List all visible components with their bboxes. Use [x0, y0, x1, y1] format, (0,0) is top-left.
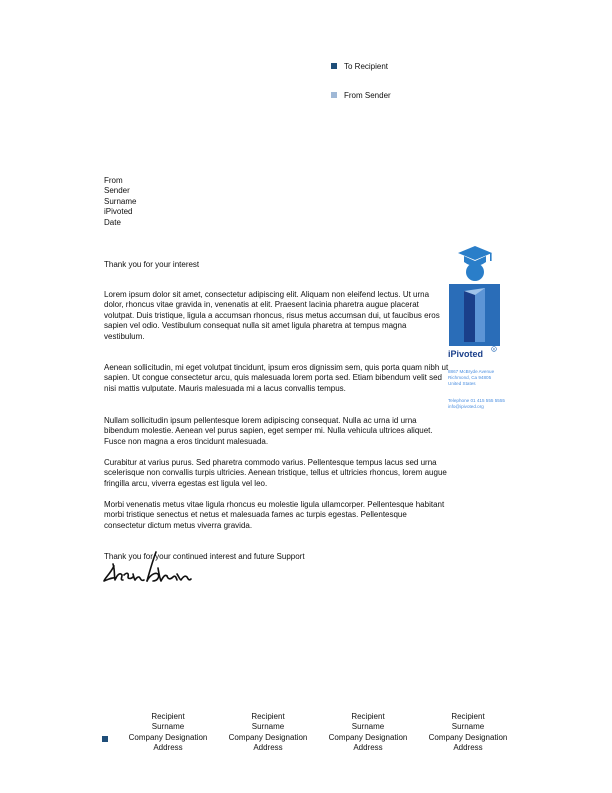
body-paragraph-4: Curabitur at varius purus. Sed pharetra commodo varius. Pellentesque tempus lacus sed urna scelerisque non convallis turpis ultricies. Aenean tristique, tellus et ultricies rhoncus, lorem augue fringilla arcu, viverra egestas est ligula vel leo. [104, 458, 447, 488]
recipient-address: Address [153, 743, 183, 753]
contact-address [448, 369, 558, 386]
sender-block [104, 176, 136, 228]
recipient-address: Address [253, 743, 283, 753]
recipient-name: Recipient [251, 712, 285, 721]
body-paragraph-1: Lorem ipsum dolor sit amet, consectetur adipiscing elit. Aliquam non eleifend lectus. Ut urna dolor, rhoncus vitae gravida in, venenatis at elit. Praesent lacinia pharetra augue placerat volutpat. Duis tristique, ligula a accumsan rhoncus, risus metus accumsan dui, ut faucibus eros sapien vel odio. Vestibulum consequat nulla sit amet ligula pharetra at tempus magna vestibulum. [104, 290, 440, 341]
recipient-surname: Surname [251, 722, 285, 732]
recipient-designation: Company Designation [428, 732, 508, 742]
email: info@ipivoted.org [448, 403, 484, 409]
legend-to-recipient-label: To Recipient [344, 62, 389, 71]
recipient-designation: Company Designation [128, 732, 208, 742]
ipivoted-logo [447, 244, 503, 362]
sender-company: iPivoted [104, 207, 133, 217]
logo-wordmark: iPivoted [448, 349, 484, 359]
legend-to-recipient [331, 62, 388, 72]
sender-surname: Surname [104, 196, 137, 206]
recipient-name: Recipient [351, 712, 385, 721]
salutation: Thank you for your interest [104, 260, 200, 269]
body-paragraph-5: Morbi venenatis metus vitae ligula rhoncus eu molestie ligula ullamcorper. Pellentesque habitant morbi tristique senectus et netus et malesuada fames ac turpis egestas. Pellentesque consectetur dictum metus viverra gravida. [104, 500, 445, 530]
sender-date: Date [104, 217, 121, 227]
legend-from-sender [331, 91, 391, 101]
address-line-3: United States [448, 380, 476, 386]
recipient-surname: Surname [451, 722, 485, 732]
graduation-cap-icon [458, 246, 492, 281]
recipient-surname: Surname [351, 722, 385, 732]
address-line-1: 8867 McBryde Avenue [448, 369, 495, 374]
legend-swatch-dark [331, 63, 337, 69]
footer-swatch [102, 736, 108, 742]
recipient-address: Address [353, 743, 383, 753]
recipient-block-3 [318, 712, 418, 754]
contact-phone-email [448, 398, 558, 410]
from-label: From [104, 176, 123, 185]
recipient-surname: Surname [151, 722, 185, 732]
recipient-name: Recipient [151, 712, 185, 721]
address-line-2: Richmond, Ca 94805 [448, 374, 492, 380]
telephone: Telephone 01 415 555 5555 [448, 398, 505, 403]
doorway-icon [449, 284, 500, 346]
recipient-name: Recipient [451, 712, 485, 721]
recipient-block-2 [218, 712, 318, 754]
recipient-address: Address [453, 743, 483, 753]
signature [100, 544, 195, 586]
legend-from-sender-label: From Sender [344, 91, 391, 100]
body-paragraph-3: Nullam sollicitudin ipsum pellentesque lorem adipiscing consequat. Nulla ac urna id urna bibendum molestie. Aenean vel purus sapien, eget semper mi. Nulla vehicula ultrices aliquet. Fusce non magna a eros tincidunt malesuada. [104, 416, 433, 446]
recipient-designation: Company Designation [228, 732, 308, 742]
sender-name: Sender [104, 186, 130, 196]
body-paragraph-2: Aenean sollicitudin, mi eget volutpat tincidunt, ipsum eros dignissim sem, quis porta quam nibh ut sapien. Ut congue consectetur arcu, quis malesuada lorem porta sed. Etiam bibendum velit sed nisi mattis vulputate. Mauris malesuada mi a lacus convallis tempus. [104, 363, 449, 393]
legend-swatch-light [331, 92, 337, 98]
closing-line: Thank you for your continued interest and future Support [104, 552, 305, 561]
recipient-block-4 [418, 712, 518, 754]
recipient-block-1 [118, 712, 218, 754]
recipient-designation: Company Designation [328, 732, 408, 742]
svg-text:R: R [492, 347, 496, 352]
